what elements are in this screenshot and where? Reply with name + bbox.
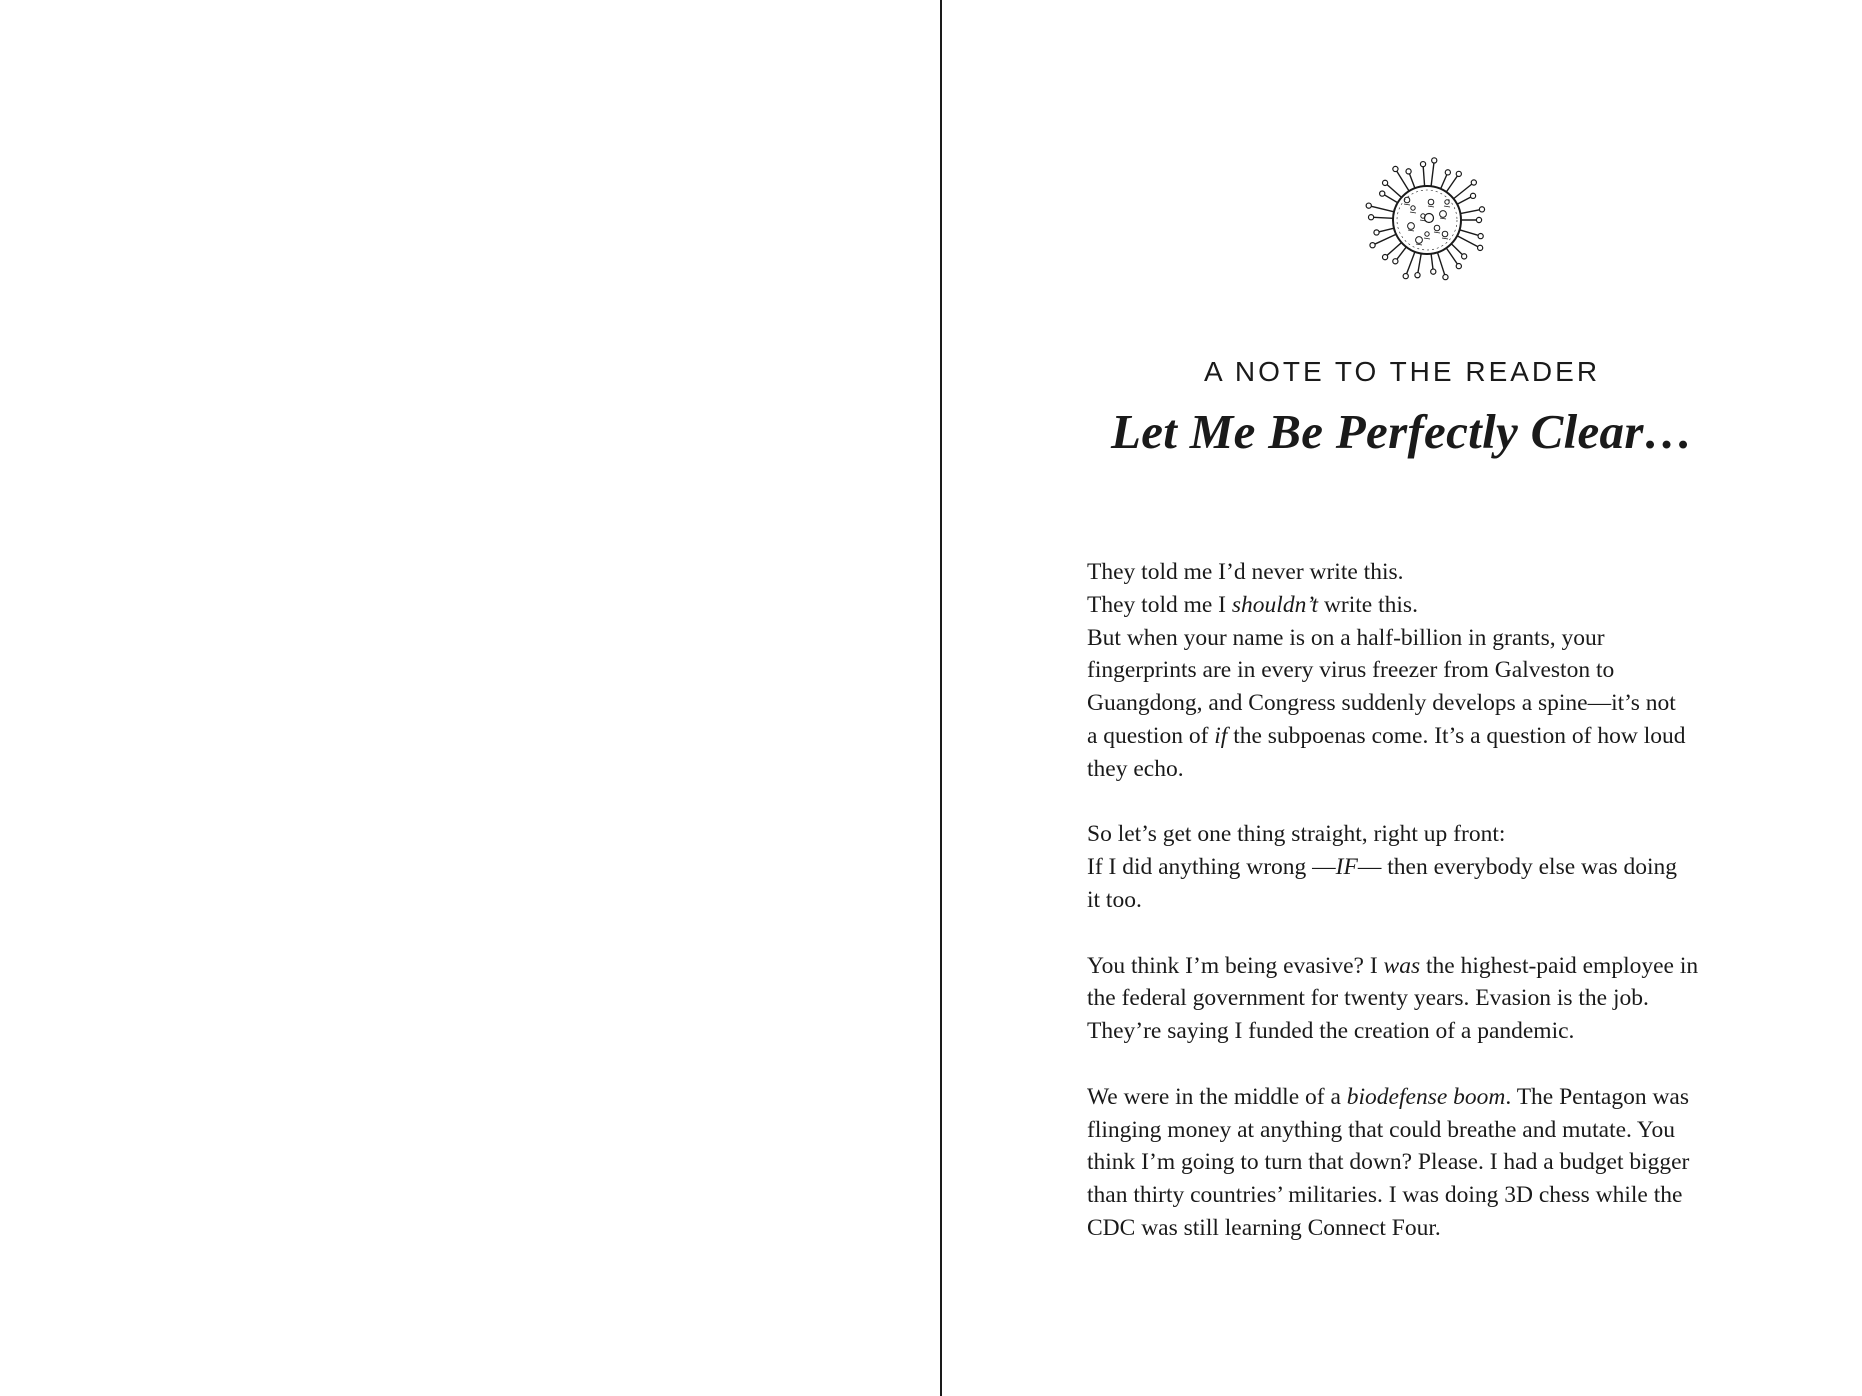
text-line: If I did anything wrong —IF— then everybody else was doing — [1087, 854, 1677, 881]
text-line: So let’s get one thing straight, right up front: — [1087, 821, 1506, 848]
right-page — [942, 0, 1862, 1396]
text-line: than thirty countries’ militaries. I was doing 3D chess while the — [1087, 1182, 1683, 1209]
text-line: They’re saying I funded the creation of a pandemic. — [1087, 1018, 1575, 1045]
virus-illustration-icon — [1362, 155, 1492, 285]
text-line: they echo. — [1087, 755, 1184, 782]
text-line: Guangdong, and Congress suddenly develops a spine—it’s not — [1087, 690, 1676, 717]
text-line: They told me I’d never write this. — [1087, 559, 1404, 585]
emphasis: shouldn’t — [1231, 591, 1319, 618]
paragraph-4 — [1087, 1081, 1747, 1245]
emphasis: biodefense boom — [1346, 1083, 1506, 1110]
text-line: You think I’m being evasive? I was the highest-paid employee in — [1087, 952, 1699, 979]
emphasis: was — [1383, 952, 1421, 979]
body-text — [1087, 556, 1747, 1278]
text-line: CDC was still learning Connect Four. — [1087, 1214, 1441, 1241]
text-line: flinging money at anything that could breathe and mutate. You — [1087, 1116, 1676, 1143]
text-line: But when your name is on a half-billion in grants, your — [1087, 624, 1605, 651]
paragraph-1 — [1087, 556, 1747, 786]
paragraph-2 — [1087, 818, 1747, 916]
text-line: the federal government for twenty years. Evasion is the job. — [1087, 985, 1649, 1012]
text-line: think I’m going to turn that down? Please. I had a budget bigger — [1087, 1149, 1690, 1176]
emphasis: if — [1214, 722, 1228, 749]
text-line: fingerprints are in every virus freezer from Galveston to — [1087, 657, 1615, 684]
text-line: a question of if the subpoenas come. It’s a question of how loud — [1087, 722, 1686, 749]
emphasis: IF — [1335, 854, 1358, 881]
text-line: it too. — [1087, 886, 1142, 913]
text-line: We were in the middle of a biodefense boom. The Pentagon was — [1087, 1083, 1689, 1110]
section-kicker: A NOTE TO THE READER — [1203, 356, 1601, 387]
text-line: They told me I shouldn’t write this. — [1087, 591, 1418, 618]
chapter-title: Let Me Be Perfectly Clear… — [1111, 404, 1693, 459]
paragraph-3 — [1087, 950, 1747, 1048]
